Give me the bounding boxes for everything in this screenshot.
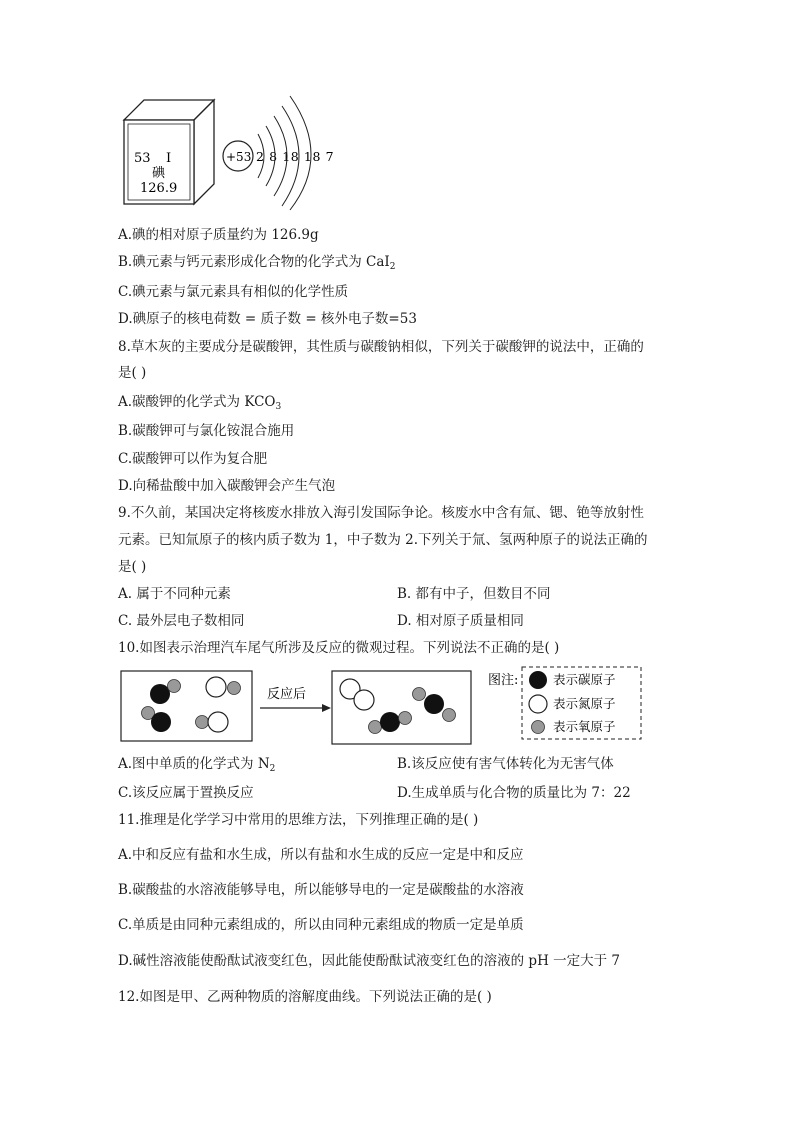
oxygen-atom xyxy=(196,716,209,729)
carbon-atom xyxy=(151,712,171,732)
oxygen-atom xyxy=(413,688,426,701)
q7-option-b-formula: CaI xyxy=(366,254,390,270)
reaction-diagram xyxy=(118,664,648,749)
q7-option-d: D.碘原子的核电荷数 = 质子数 = 核外电子数=53 xyxy=(118,311,417,327)
q8-option-a-sub: 3 xyxy=(275,402,282,412)
arrow-label: 反应后 xyxy=(267,687,307,702)
atomic-number: 53 xyxy=(134,151,151,166)
q8-stem-line1: 8.草木灰的主要成分是碳酸钾，其性质与碳酸钠相似，下列关于碳酸钾的说法中，正确的 xyxy=(118,339,644,355)
q11-stem: 11.推理是化学学习中常用的思维方法，下列推理正确的是( ) xyxy=(118,812,479,828)
q10-option-c: C.该反应属于置换反应 xyxy=(118,785,254,801)
nitrogen-atom xyxy=(354,690,374,710)
electron-shells: 2 8 18 18 7 xyxy=(256,149,335,164)
q12-stem: 12.如图是甲、乙两种物质的溶解度曲线。下列说法正确的是( ) xyxy=(118,989,492,1005)
carbon-atom xyxy=(150,684,170,704)
legend-carbon-label: 表示碳原子 xyxy=(553,672,616,687)
q10-stem: 10.如图表示治理汽车尾气所涉及反应的微观过程。下列说法不正确的是( ) xyxy=(118,640,560,656)
element-symbol: I xyxy=(166,151,172,166)
q9-option-b: B. 都有中子，但数目不同 xyxy=(397,586,551,602)
q9-stem-line3: 是( ) xyxy=(118,559,147,575)
oxygen-atom xyxy=(443,709,456,722)
q8-option-a-formula: KCO xyxy=(244,394,276,410)
nitrogen-atom xyxy=(208,712,228,732)
q9-stem-line2: 元素。已知氚原子的核内质子数为 1，中子数为 2.下列关于氚、氢两种原子的说法正确的 xyxy=(118,532,648,548)
q11-option-c: C.单质是由同种元素组成的，所以由同种元素组成的物质一定是单质 xyxy=(118,917,524,933)
q10-option-a xyxy=(118,755,275,778)
q8-option-d: D.向稀盐酸中加入碳酸钾会产生气泡 xyxy=(118,478,336,494)
carbon-atom xyxy=(424,694,444,714)
legend-nitrogen-label: 表示氮原子 xyxy=(553,696,616,711)
q7-option-b-text: B.碘元素与钙元素形成化合物的化学式为 xyxy=(118,254,367,270)
nitrogen-atom xyxy=(206,677,226,697)
q8-stem-line2: 是( ) xyxy=(118,365,147,381)
carbon-atom xyxy=(380,712,400,732)
q10-option-a-sub: 2 xyxy=(269,764,276,774)
nucleus-charge: +53 xyxy=(226,150,252,164)
q8-option-a-text: A.碳酸钾的化学式为 xyxy=(118,394,245,410)
q7-option-b xyxy=(118,253,395,276)
oxygen-atom xyxy=(228,682,241,695)
q9-option-a: A. 属于不同种元素 xyxy=(118,586,231,602)
q9-option-c: C. 最外层电子数相同 xyxy=(118,613,245,629)
reaction-arrowhead xyxy=(322,704,331,712)
legend-oxygen-label: 表示氧原子 xyxy=(553,719,616,734)
q10-option-b: B.该反应使有害气体转化为无害气体 xyxy=(397,756,614,772)
q11-option-b: B.碳酸盐的水溶液能够导电，所以能够导电的一定是碳酸盐的水溶液 xyxy=(118,882,524,898)
q7-option-c: C.碘元素与氯元素具有相似的化学性质 xyxy=(118,284,349,300)
element-name: 碘 xyxy=(152,166,166,181)
q9-option-d: D. 相对原子质量相同 xyxy=(397,613,524,629)
oxygen-atom xyxy=(168,680,181,693)
q8-option-b: B.碳酸钾可与氯化铵混合施用 xyxy=(118,423,295,439)
q10-option-d: D.生成单质与化合物的质量比为 7：22 xyxy=(397,785,631,801)
q8-option-c: C.碳酸钾可以作为复合肥 xyxy=(118,451,268,467)
q11-option-a: A.中和反应有盐和水生成，所以有盐和水生成的反应一定是中和反应 xyxy=(118,847,524,863)
atomic-mass: 126.9 xyxy=(140,181,178,196)
iodine-figure xyxy=(118,92,338,212)
legend-nitrogen-icon xyxy=(529,695,547,713)
legend-oxygen-icon xyxy=(532,721,545,734)
legend-title: 图注: xyxy=(488,673,519,688)
q7-option-a: A.碘的相对原子质量约为 126.9g xyxy=(118,227,319,243)
q10-option-a-text: A.图中单质的化学式为 N xyxy=(118,756,270,772)
legend-carbon-icon xyxy=(529,671,547,689)
q11-option-d: D.碱性溶液能使酚酞试液变红色，因此能使酚酞试液变红色的溶液的 pH 一定大于 7 xyxy=(118,953,621,969)
q9-stem-line1: 9.不久前，某国决定将核废水排放入海引发国际争论。核废水中含有氚、锶、铯等放射性 xyxy=(118,505,644,521)
oxygen-atom xyxy=(369,721,382,734)
oxygen-atom xyxy=(399,712,412,725)
q8-option-a xyxy=(118,393,281,416)
q7-option-b-sub: 2 xyxy=(389,262,396,272)
